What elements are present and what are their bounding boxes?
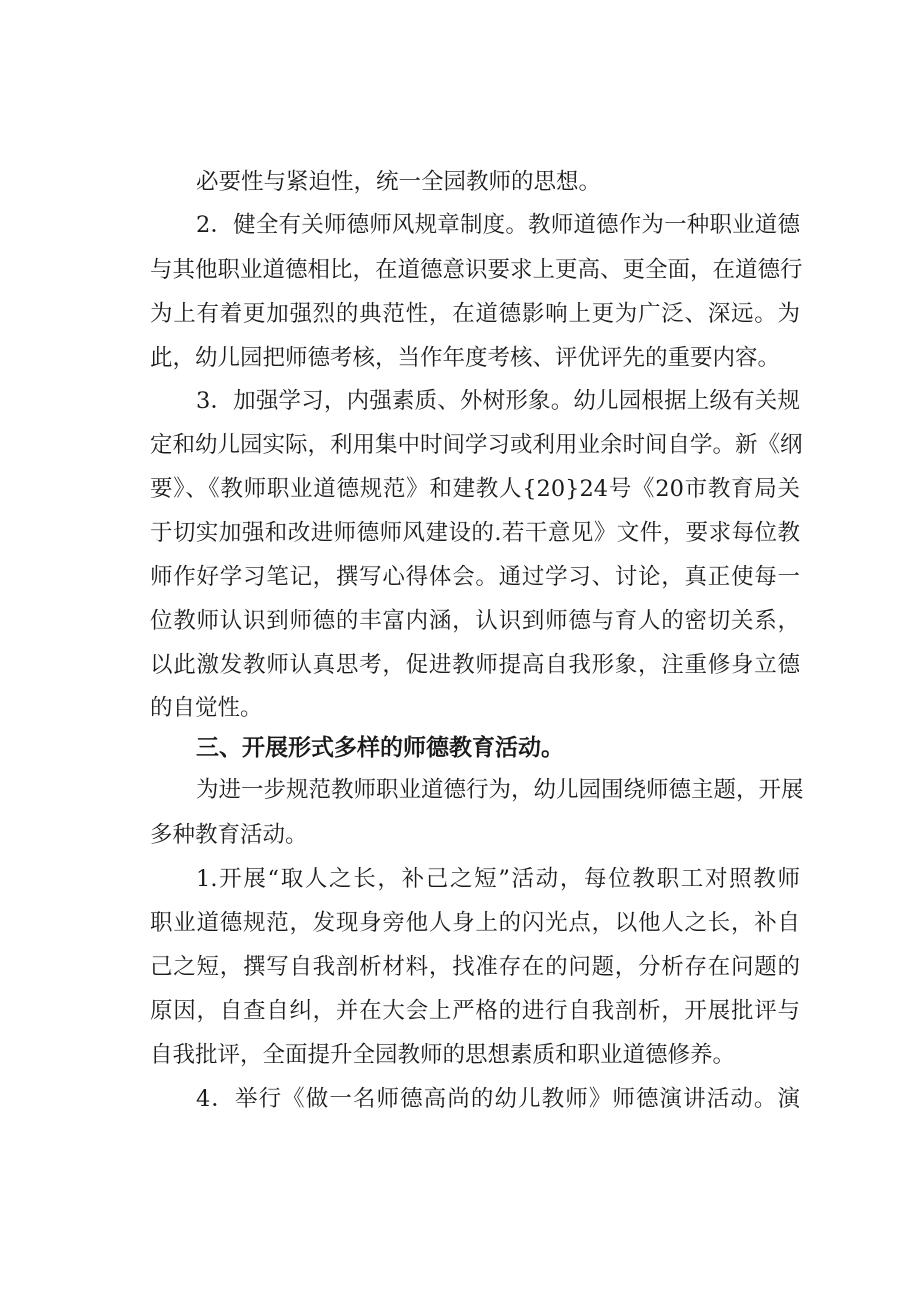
- paragraph-line: 要》、《教师职业道德规范》和建教人{20}24号《20市教育局关: [150, 476, 800, 502]
- paragraph-line: 多种教育活动。: [150, 822, 308, 848]
- paragraph-line: 于切实加强和改进师德师风建设的.若干意见》文件，要求每位教: [150, 520, 800, 546]
- paragraph-line: 职业道德规范，发现身旁他人身上的闪光点，以他人之长，补自: [150, 910, 800, 936]
- paragraph-line: 定和幼儿园实际，利用集中时间学习或利用业余时间自学。新《纲: [150, 432, 803, 458]
- paragraph-line: 以此激发教师认真思考，促进教师提高自我形象，注重修身立德: [150, 652, 800, 678]
- paragraph-line: 原因，自查自纠，并在大会上严格的进行自我剖析，开展批评与: [150, 998, 800, 1024]
- paragraph-line: 为上有着更加强烈的典范性，在道德影响上更为广泛、深远。为: [150, 301, 800, 327]
- paragraph-line: 为进一步规范教师职业道德行为，幼儿园围绕师德主题，开展: [196, 777, 804, 803]
- paragraph-line: 师作好学习笔记，撰写心得体会。通过学习、讨论，真正使每一: [150, 564, 800, 590]
- paragraph-line: 与其他职业道德相比，在道德意识要求上更高、更全面，在道德行: [150, 257, 803, 283]
- paragraph-line: 此，幼儿园把师德考核，当作年度考核、评优评先的重要内容。: [150, 345, 781, 371]
- paragraph-line: 必要性与紧迫性，统一全园教师的思想。: [196, 169, 602, 195]
- paragraph-line: 的自觉性。: [150, 695, 263, 721]
- paragraph-line: 4．举行《做一名师德高尚的幼儿教师》师德演讲活动。演: [196, 1086, 800, 1112]
- paragraph-line: 自我批评，全面提升全园教师的思想素质和职业道德修养。: [150, 1042, 736, 1068]
- paragraph-line: 3．加强学习，内强素质、外树形象。幼儿园根据上级有关规: [196, 388, 800, 414]
- paragraph-line: 1.开展“取人之长，补己之短”活动，每位教职工对照教师: [196, 866, 800, 892]
- paragraph-line: 己之短，撰写自我剖析材料，找准存在的问题，分析存在问题的: [150, 954, 800, 980]
- paragraph-line: 位教师认识到师德的丰富内涵，认识到师德与育人的密切关系，: [150, 608, 800, 634]
- section-heading: 三、开展形式多样的师德教育活动。: [196, 735, 564, 761]
- paragraph-line: 2．健全有关师德师风规章制度。教师道德作为一种职业道德: [196, 212, 800, 238]
